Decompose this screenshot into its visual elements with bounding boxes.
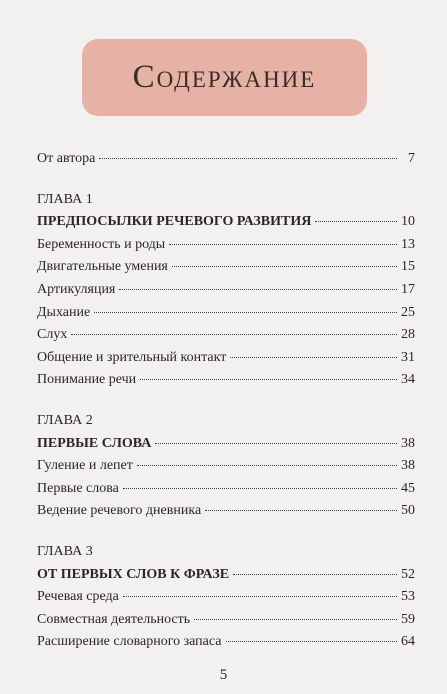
dot-leader xyxy=(123,596,397,597)
toc-entry-label: Совместная деятельность xyxy=(37,611,191,627)
dot-leader xyxy=(71,334,397,335)
toc-entry-label: Расширение словарного запаса xyxy=(37,634,222,650)
dot-leader xyxy=(315,221,397,222)
toc-entry-page: 10 xyxy=(401,214,415,230)
toc-entry-label: Речевая среда xyxy=(37,589,119,605)
dot-leader xyxy=(137,465,397,466)
toc-entry-page: 25 xyxy=(401,304,415,320)
chapter-label: ГЛАВА 1 xyxy=(37,191,93,207)
dot-leader xyxy=(99,158,397,159)
dot-leader xyxy=(230,357,397,358)
toc-entry-page: 64 xyxy=(401,634,415,650)
toc-entry-page: 53 xyxy=(401,589,415,605)
toc-entry-label: Понимание речи xyxy=(37,372,137,388)
toc-entry-page: 34 xyxy=(401,372,415,388)
toc-entry[interactable] xyxy=(37,586,415,609)
toc-entry-label: Дыхание xyxy=(37,304,91,320)
toc-entry-page: 38 xyxy=(401,458,415,474)
chapter-heading[interactable] xyxy=(37,564,415,587)
toc-entry-page: 38 xyxy=(401,435,415,451)
toc-entry-page: 52 xyxy=(401,566,415,582)
contents-title-banner xyxy=(82,39,367,116)
toc-entry-page: 59 xyxy=(401,611,415,627)
toc-entry-page: 45 xyxy=(401,480,415,496)
toc-entry-label: Первые слова xyxy=(37,480,119,496)
chapter-label: ГЛАВА 3 xyxy=(37,543,93,559)
toc-entry-page: 13 xyxy=(401,236,415,252)
chapter-label: ГЛАВА 2 xyxy=(37,412,93,428)
toc-entry-page: 17 xyxy=(401,281,415,297)
toc-entry[interactable] xyxy=(37,455,415,478)
toc-entry[interactable] xyxy=(37,631,415,654)
toc-entry-label: От автора xyxy=(37,151,96,166)
toc-entry-label: Общение и зрительный контакт xyxy=(37,349,227,365)
dot-leader xyxy=(205,510,397,511)
toc-entry[interactable] xyxy=(37,500,415,523)
dot-leader xyxy=(226,641,398,642)
toc-entry-label: Артикуляция xyxy=(37,281,116,297)
toc-entry-label: Гуление и лепет xyxy=(37,458,133,474)
dot-leader xyxy=(169,244,397,245)
page-number: 5 xyxy=(219,667,228,683)
toc-entry[interactable] xyxy=(37,324,415,347)
toc-entry-intro[interactable] xyxy=(37,148,415,171)
chapter-heading[interactable] xyxy=(37,211,415,234)
toc-entry-page: 31 xyxy=(401,349,415,365)
toc-entry[interactable] xyxy=(37,609,415,632)
chapter-heading-label: ПЕРВЫЕ СЛОВА xyxy=(37,435,152,451)
toc-entry[interactable] xyxy=(37,279,415,302)
dot-leader xyxy=(172,266,397,267)
toc-entry-page: 7 xyxy=(408,151,415,166)
toc-entry-label: Слух xyxy=(37,327,68,343)
toc-entry-label: Ведение речевого дневника xyxy=(37,503,202,519)
toc-entry[interactable] xyxy=(37,347,415,370)
table-of-contents xyxy=(37,148,415,654)
toc-entry-page: 50 xyxy=(401,503,415,519)
toc-entry-page: 15 xyxy=(401,259,415,275)
dot-leader xyxy=(194,619,397,620)
toc-entry[interactable] xyxy=(37,369,415,392)
dot-leader xyxy=(119,289,397,290)
dot-leader xyxy=(94,312,397,313)
dot-leader xyxy=(123,488,397,489)
chapter-heading-label: ОТ ПЕРВЫХ СЛОВ К ФРАЗЕ xyxy=(37,566,230,582)
toc-entry-label: Двигательные умения xyxy=(37,259,168,275)
toc-entry[interactable] xyxy=(37,478,415,501)
toc-entry[interactable] xyxy=(37,302,415,325)
dot-leader xyxy=(233,574,397,575)
chapter-heading-label: ПРЕДПОСЫЛКИ РЕЧЕВОГО РАЗВИТИЯ xyxy=(37,214,312,230)
contents-title: Содержание xyxy=(132,59,317,95)
chapter-heading[interactable] xyxy=(37,433,415,456)
dot-leader xyxy=(140,379,397,380)
toc-entry-label: Беременность и роды xyxy=(37,236,166,252)
toc-entry[interactable] xyxy=(37,234,415,257)
dot-leader xyxy=(155,443,397,444)
toc-entry-page: 28 xyxy=(401,327,415,343)
toc-entry[interactable] xyxy=(37,256,415,279)
